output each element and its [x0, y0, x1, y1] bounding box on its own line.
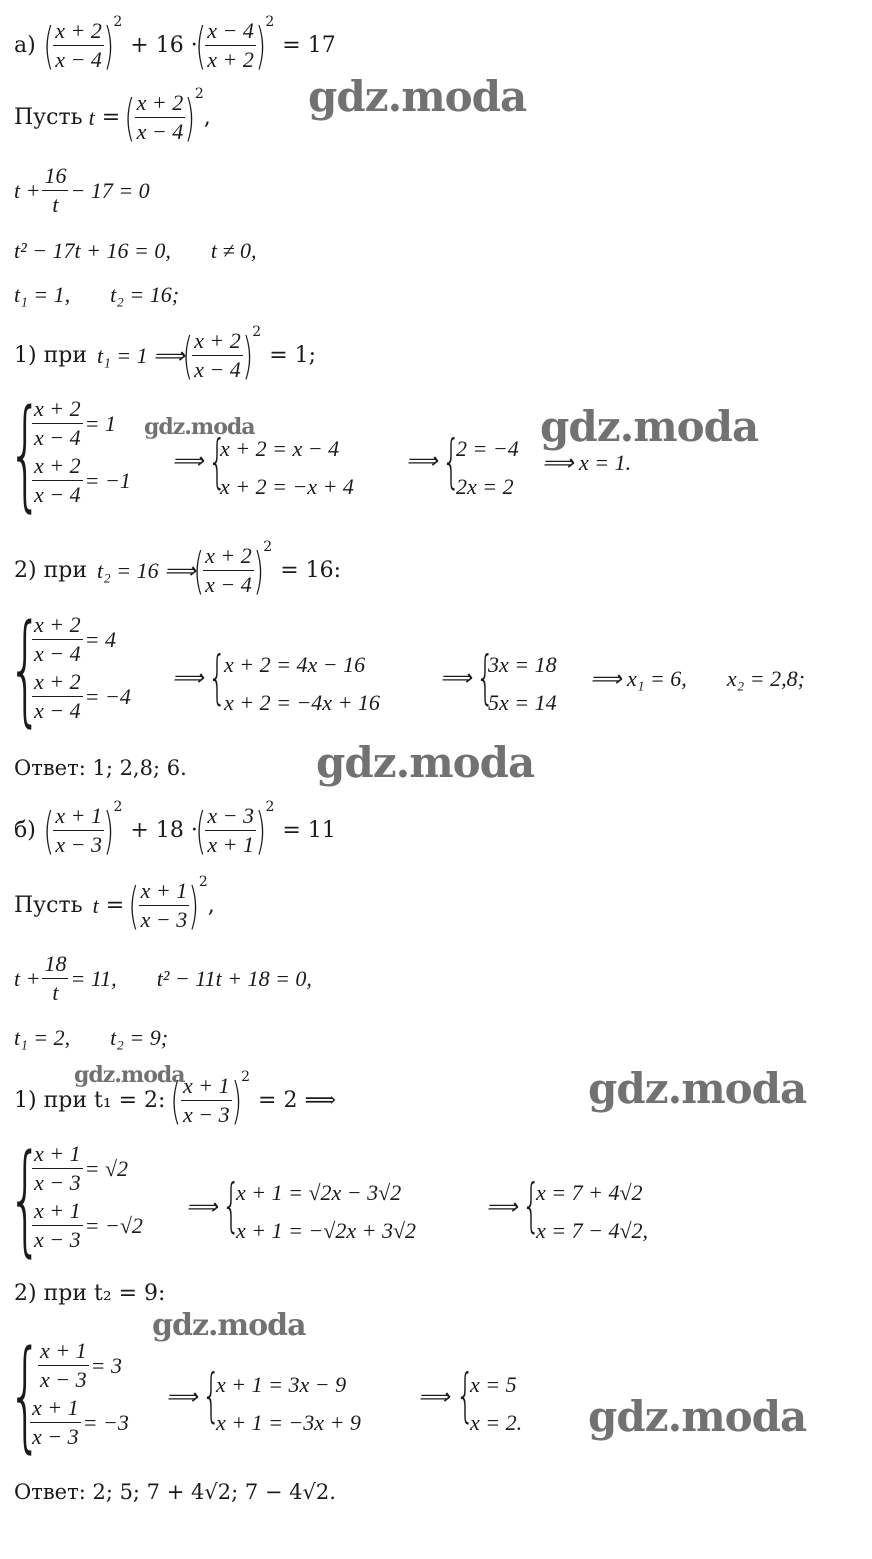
left-brace: { [456, 1361, 475, 1429]
implies-arrow: ⟹ [406, 448, 438, 473]
fraction: $\frac{x + 2}{x - 4}$ [34, 612, 81, 666]
fraction: $\frac{x + 1}{x - 3}$ [32, 1395, 79, 1449]
fraction: $\frac{16}{t}$ [44, 163, 67, 217]
system1-a-solve: 2 = −4 2x = 2 [456, 436, 519, 499]
fraction: $\frac{x + 2}{x - 4}$ [55, 18, 102, 72]
implies-arrow: ⟹ [418, 1384, 450, 1409]
implies-arrow: ⟹ [166, 1384, 198, 1409]
fraction: $\frac{x + 2}{x - 4}$ [34, 453, 81, 507]
system1-a-step: x + 2 = x − 4 x + 2 = −x + 4 [220, 436, 354, 499]
watermark: gdz.moda [308, 72, 527, 121]
watermark: gdz.moda [144, 414, 255, 440]
case1-b-head: 1) при t₁ = 2: ( $\frac{x + 1}{x - 3}$ ) 2 = 2 ⟹ [14, 1068, 337, 1130]
eq-b-main: б) ( $\frac{x + 1}{x - 3}$ ) 2 + 18 · ( $\frac{x - 3}{x + 1}$ ) 2 = 11 [14, 798, 336, 860]
fraction: $\frac{x + 2}{x - 4}$ [194, 328, 241, 382]
fraction: $\frac{x + 1}{x - 3}$ [34, 1141, 81, 1195]
watermark: gdz.moda [540, 402, 759, 451]
implies-arrow: ⟹ [186, 1194, 218, 1219]
answer-b: Ответ: 2; 5; 7 + 4√2; 7 − 4√2. [14, 1480, 336, 1504]
result: ⟹ x = 1. [542, 450, 632, 475]
system1-b-solve: x = 7 + 4√2 x = 7 − 4√2, [536, 1180, 649, 1243]
case2-a-head: 2) при t₂ = 16 ⟹ ( $\frac{x + 2}{x - 4}$ ) 2 = 16: [14, 538, 342, 600]
watermark: gdz.moda [152, 1308, 306, 1343]
left-brace: { [208, 427, 227, 495]
t-equation-a: t + $\frac{16}{t}$ − 17 = 0 [14, 163, 150, 217]
left-brace: { [442, 427, 461, 495]
roots-b: t₁ = 2, t₂ = 9; [14, 1025, 169, 1050]
substitution-a: Пусть t = ( $\frac{x + 2}{x - 4}$ ) 2 , [14, 85, 211, 147]
system2-b: $\frac{x + 1}{x - 3}$ = 3 $\frac{x + 1}{x - 3}$ = −3 [32, 1338, 129, 1449]
system1-b-step: x + 1 = √2x − 3√2 x + 1 = −√2x + 3√2 [236, 1180, 417, 1243]
left-brace: { [476, 643, 495, 711]
watermark: gdz.moda [316, 738, 535, 787]
fraction: $\frac{18}{t}$ [44, 951, 67, 1005]
left-brace: { [208, 643, 227, 711]
watermark: gdz.moda [588, 1064, 807, 1113]
t-equation-b: t + $\frac{18}{t}$ = 11, t² − 11t + 18 = 0, [14, 951, 312, 1005]
substitution-b: Пусть t = ( $\frac{x + 1}{x - 3}$ ) 2 , [14, 873, 215, 935]
system2-b-step: x + 1 = 3x − 9 x + 1 = −3x + 9 [216, 1372, 361, 1435]
left-brace: { [202, 1361, 221, 1429]
implies-arrow: ⟹ [172, 448, 204, 473]
fraction: $\frac{x + 1}{x - 3}$ [40, 1338, 87, 1392]
eq-a-main: а) ( $\frac{x + 2}{x - 4}$ ) 2 + 16 · ( $\frac{x - 4}{x + 2}$ ) 2 = 17 [14, 13, 336, 75]
fraction: $\frac{x - 3}{x + 1}$ [207, 803, 254, 857]
system1-b: $\frac{x + 1}{x - 3}$ = √2 $\frac{x + 1}{x - 3}$ = −√2 [34, 1141, 143, 1252]
left-brace: { [222, 1171, 241, 1239]
system2-a: $\frac{x + 2}{x - 4}$ = 4 $\frac{x + 2}{x - 4}$ = −4 [34, 612, 131, 723]
fraction: $\frac{x + 2}{x - 4}$ [34, 396, 81, 450]
fraction: $\frac{x + 1}{x - 3}$ [182, 1073, 230, 1127]
watermark: gdz.moda [588, 1392, 807, 1441]
part-b-label: б) [14, 817, 36, 843]
system2-a-solve: 3x = 18 5x = 14 [488, 652, 557, 715]
system1-a: $\frac{x + 2}{x - 4}$ = 1 $\frac{x + 2}{x - 4}$ = −1 [34, 396, 131, 507]
roots-a: t₁ = 1, t₂ = 16; [14, 282, 180, 307]
fraction: $\frac{x + 2}{x - 4}$ [136, 90, 184, 144]
watermark: gdz.moda [74, 1062, 185, 1088]
left-brace: { [8, 1326, 43, 1465]
fraction: $\frac{x + 1}{x - 3}$ [55, 803, 102, 857]
left-brace: { [8, 600, 43, 739]
case2-b-head: 2) при t₂ = 9: [14, 1281, 166, 1306]
system2-b-solve: x = 5 x = 2. [470, 1372, 523, 1435]
part-a-label: а) [14, 32, 36, 58]
fraction: $\frac{x + 1}{x - 3}$ [34, 1198, 81, 1252]
answer-a: Ответ: 1; 2,8; 6. [14, 756, 187, 780]
result: ⟹ x₁ = 6, x₂ = 2,8; [590, 666, 805, 691]
left-brace: { [8, 1130, 43, 1269]
quadratic-a: t² − 17t + 16 = 0, t ≠ 0, [14, 238, 257, 263]
left-brace: { [522, 1171, 541, 1239]
fraction: $\frac{x + 2}{x - 4}$ [205, 543, 252, 597]
implies-arrow: ⟹ [172, 665, 204, 690]
system2-a-step: x + 2 = 4x − 16 x + 2 = −4x + 16 [224, 652, 380, 715]
fraction: $\frac{x + 2}{x - 4}$ [34, 669, 81, 723]
case1-a-head: 1) при t₁ = 1 ⟹ ( $\frac{x + 2}{x - 4}$ ) 2 = 1; [14, 323, 317, 385]
fraction: $\frac{x + 1}{x - 3}$ [140, 878, 188, 932]
implies-arrow: ⟹ [486, 1194, 518, 1219]
fraction: $\frac{x - 4}{x + 2}$ [207, 18, 254, 72]
implies-arrow: ⟹ [440, 665, 472, 690]
left-brace: { [8, 385, 43, 524]
